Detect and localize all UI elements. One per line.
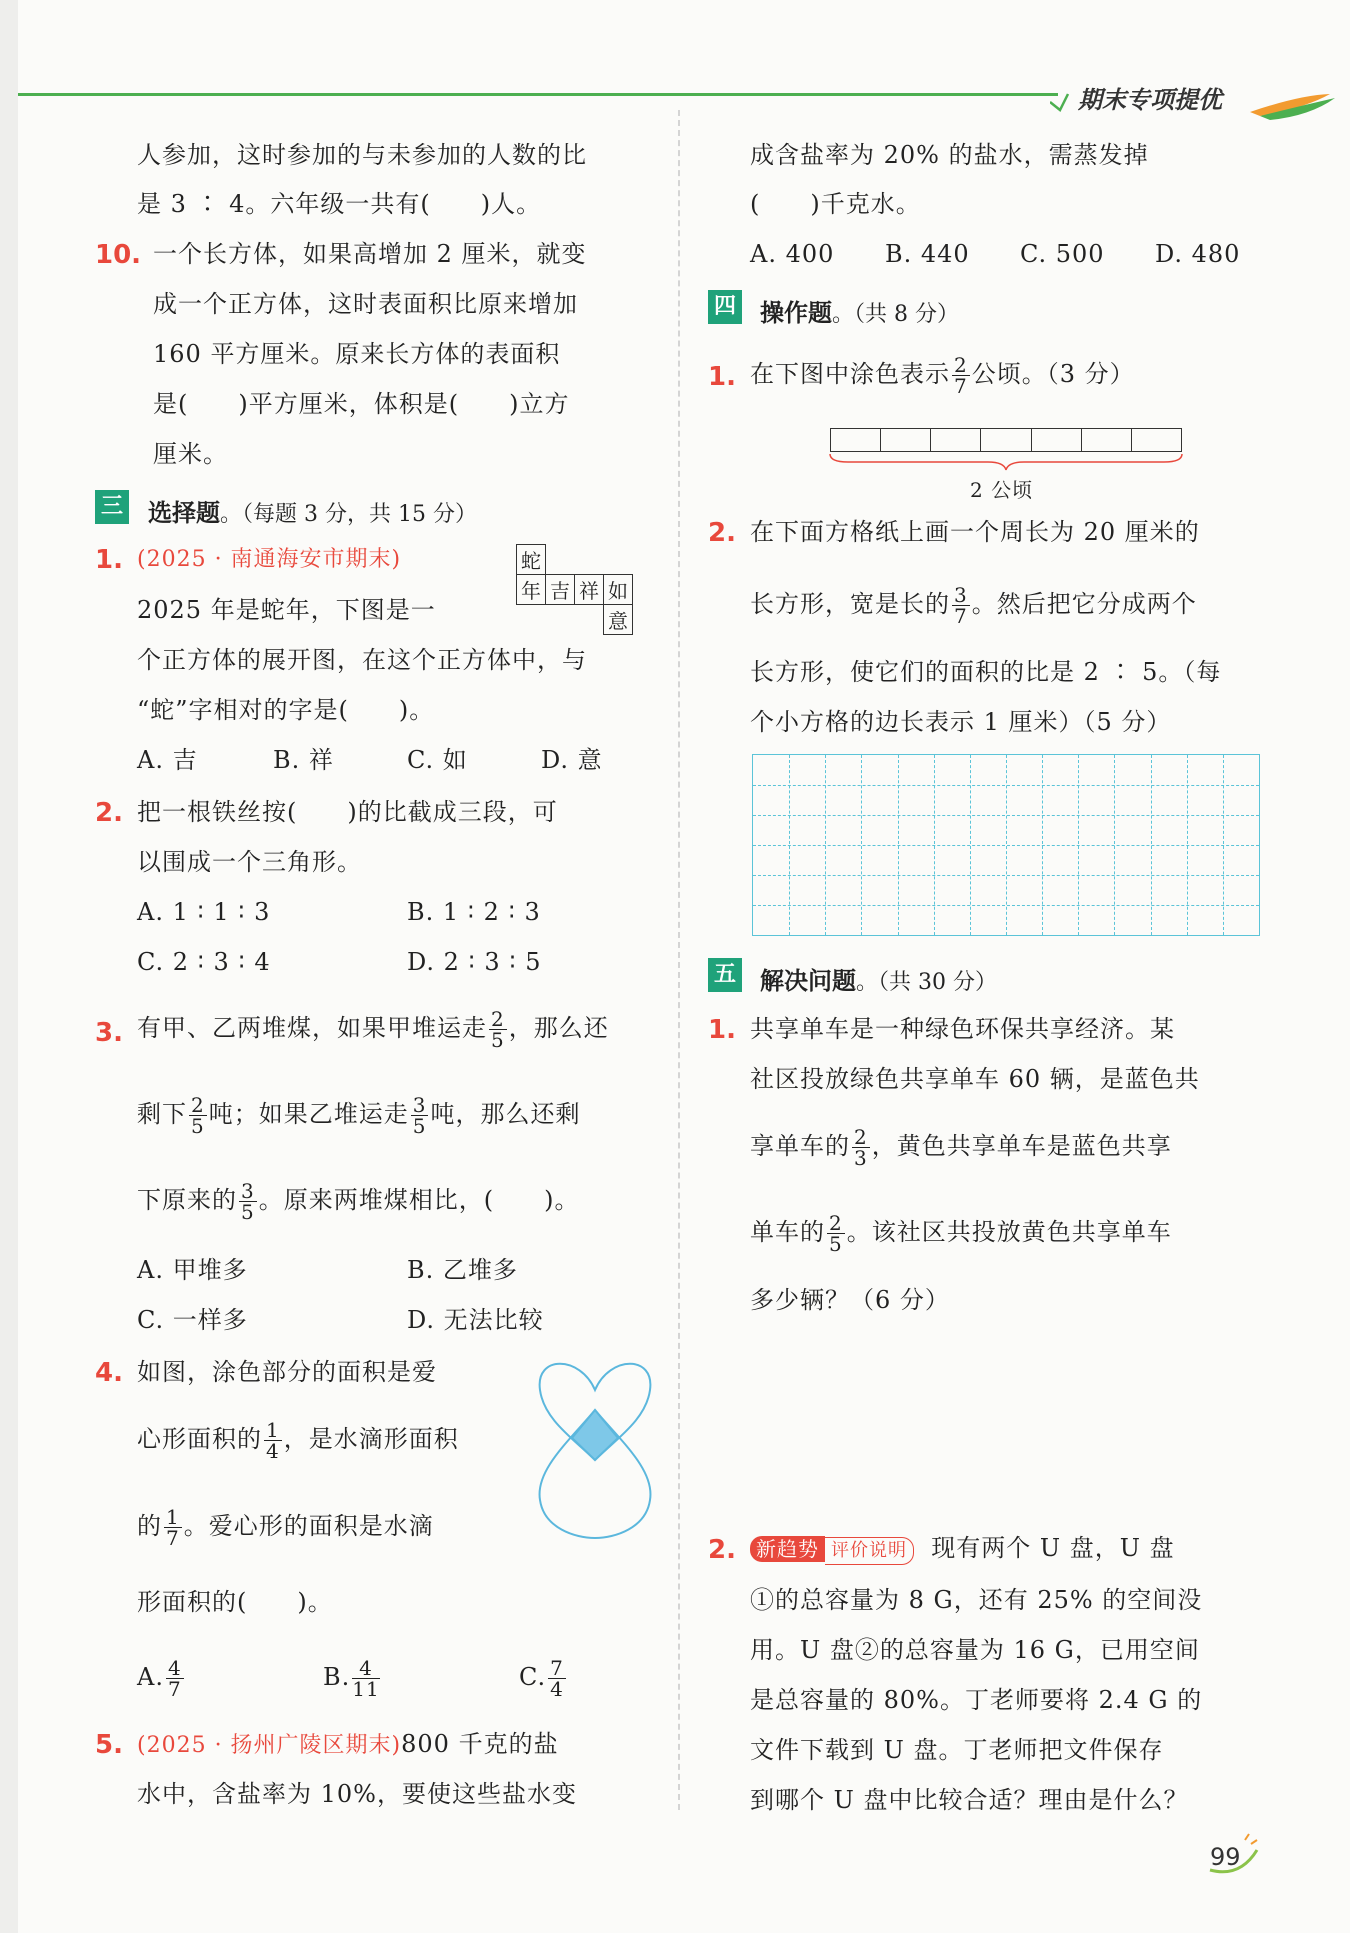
question-number: 2.: [708, 518, 736, 548]
option-c: C. 如: [407, 746, 468, 774]
option-d: D. 无法比较: [407, 1306, 544, 1334]
option-a: A. 400: [750, 240, 835, 268]
c3-line-2: [137, 1090, 580, 1138]
denominator: 5: [412, 1114, 427, 1138]
question-number: 3.: [95, 1018, 123, 1048]
s2-line-1: [750, 1536, 1175, 1565]
denominator: 7: [166, 1526, 180, 1550]
text: 公顷。（3 分）: [971, 360, 1135, 388]
bar-label: 2 公顷: [970, 478, 1034, 502]
section-badge: 四: [708, 290, 742, 324]
section-title: [760, 293, 959, 328]
c5-line-2: 水中，含盐率为 10%，要使这些盐水变: [137, 1780, 577, 1808]
option-d: D. 意: [541, 746, 603, 774]
c1-line-1: 2025 年是蛇年，下图是一: [137, 596, 436, 624]
option-c: C. 500: [1020, 240, 1105, 268]
s1-line-4: [750, 1208, 1172, 1256]
bar-cell[interactable]: [981, 429, 1031, 451]
numerator: 7: [550, 1656, 564, 1680]
option-a: A.: [137, 1663, 164, 1691]
header-title: 期末专项提优: [1078, 86, 1222, 114]
denominator: 5: [241, 1200, 255, 1224]
page-number: 99: [1210, 1843, 1241, 1871]
page-edge: [0, 0, 18, 1933]
text: ，那么还: [508, 1014, 609, 1042]
question-number: 1.: [708, 362, 736, 392]
heart-drop-figure: [530, 1350, 660, 1540]
fraction: [166, 1658, 184, 1699]
text: 800 千克的盐: [401, 1730, 559, 1758]
c4-line-2: [137, 1415, 459, 1463]
net-cell: 年: [517, 575, 546, 605]
text: 在下图中涂色表示: [750, 360, 950, 388]
c4-line-3: [137, 1502, 434, 1550]
grid-line: [753, 815, 1259, 816]
section-title: [760, 961, 997, 996]
bar-cell[interactable]: [1032, 429, 1082, 451]
c1-line-2: 个正方体的展开图，在这个正方体中，与: [137, 646, 587, 674]
denominator: 7: [954, 374, 968, 398]
denominator: 4: [266, 1439, 280, 1463]
trend-badge: 新趋势: [750, 1536, 825, 1562]
o1-line: [750, 350, 1135, 398]
brace-icon: [828, 452, 1184, 472]
question-source: (2025 · 南通海安市期末): [137, 547, 402, 572]
page-number-swoosh-icon: [1205, 1830, 1265, 1880]
net-cell: 吉: [546, 575, 575, 605]
numerator: 2: [829, 1211, 843, 1235]
fraction: [264, 1420, 282, 1461]
question-number: 1.: [95, 545, 123, 575]
fraction: [411, 1095, 429, 1136]
text: 。爱心形的面积是水滴: [183, 1512, 434, 1540]
denominator: 7: [167, 1677, 182, 1701]
option-d: D. 2 ∶ 3 ∶ 5: [407, 948, 542, 976]
s1-line-2: 社区投放绿色共享单车 60 辆，是蓝色共: [750, 1065, 1200, 1093]
evaluation-badge: 评价说明: [825, 1537, 914, 1565]
fraction: [548, 1658, 566, 1699]
text: 剩下: [137, 1100, 187, 1128]
text: 的: [137, 1512, 162, 1540]
fraction: [239, 1181, 257, 1222]
s2-line-6: 到哪个 U 盘中比较合适？理由是什么？: [750, 1786, 1189, 1814]
option-a: A. 吉: [137, 746, 198, 774]
denominator: 5: [829, 1232, 843, 1256]
s2-line-2: ①的总容量为 8 G，还有 25% 的空间没: [750, 1586, 1203, 1614]
c2-line-1: 把一根铁丝按( )的比截成三段，可: [137, 798, 558, 826]
section-title-text: 选择题: [148, 499, 220, 527]
bar-cell[interactable]: [1132, 429, 1181, 451]
option-a: A. 甲堆多: [137, 1256, 248, 1284]
bar-cell[interactable]: [831, 429, 881, 451]
question-source: (2025 · 扬州广陵区期末): [137, 1733, 402, 1758]
q10-line-2: 成一个正方体，这时表面积比原来增加: [153, 290, 578, 318]
o2-line-2: [750, 580, 1197, 628]
numerator: 3: [241, 1179, 255, 1203]
text: 下原来的: [137, 1186, 237, 1214]
fraction: [189, 1095, 207, 1136]
fraction: [352, 1658, 379, 1699]
section-title-text: 操作题: [760, 299, 832, 327]
question-number: 1.: [708, 1015, 736, 1045]
header-rule: [18, 93, 1058, 96]
question-number: 2.: [95, 798, 123, 828]
fraction: [952, 585, 970, 626]
c2-line-2: 以围成一个三角形。: [137, 848, 362, 876]
s2-line-5: 文件下载到 U 盘。丁老师把文件保存: [750, 1736, 1164, 1764]
fraction: [852, 1127, 870, 1168]
numerator: 4: [352, 1658, 379, 1679]
numerator: 1: [266, 1418, 280, 1442]
question-number: 4.: [95, 1358, 123, 1388]
text: 吨，那么还剩: [430, 1100, 581, 1128]
fraction: [827, 1213, 845, 1254]
s1-line-5: 多少辆？（6 分）: [750, 1286, 950, 1314]
fraction: [952, 355, 970, 396]
text: 。然后把它分成两个: [971, 590, 1197, 618]
q10-line-3: 160 平方厘米。原来长方体的表面积: [153, 340, 561, 368]
grid-line: [753, 905, 1259, 906]
text: ，黄色共享单车是蓝色共享: [871, 1132, 1172, 1160]
text: 。该社区共投放黄色共享单车: [846, 1218, 1172, 1246]
text: 现有两个 U 盘，U 盘: [931, 1534, 1175, 1562]
text: 。原来两堆煤相比，( )。: [258, 1186, 580, 1214]
bar-cell[interactable]: [931, 429, 981, 451]
section-note: 。（共 8 分）: [832, 302, 959, 327]
s1-line-3: [750, 1122, 1172, 1170]
o2-line-3: 长方形，使它们的面积的比是 2 ∶ 5。（每: [750, 658, 1222, 686]
text: ，是水滴形面积: [283, 1425, 459, 1453]
net-cell: 祥: [575, 575, 604, 605]
s2-line-3: 用。U 盘②的总容量为 16 G，已用空间: [750, 1636, 1200, 1664]
denominator: 3: [854, 1146, 868, 1170]
c5-line-1: [137, 1732, 559, 1758]
option-d: D. 480: [1155, 240, 1241, 268]
option-b: B. 1 ∶ 2 ∶ 3: [407, 898, 541, 926]
option-b: B. 祥: [273, 746, 334, 774]
c3-line-1: [137, 1004, 609, 1052]
left-continued-line-1: 人参加，这时参加的与未参加的人数的比: [137, 141, 587, 169]
c4-line-1: 如图，涂色部分的面积是爱: [137, 1358, 437, 1386]
s2-line-4: 是总容量的 80%。丁老师要将 2.4 G 的: [750, 1686, 1203, 1714]
text: 长方形，宽是长的: [750, 590, 950, 618]
net-cell: 蛇: [517, 545, 546, 575]
question-number: 5.: [95, 1730, 123, 1760]
section-title-text: 解决问题: [760, 967, 856, 995]
section-title: [148, 493, 477, 528]
denominator: 4: [550, 1677, 564, 1701]
net-cell: 意: [604, 605, 633, 635]
o2-line-4: 个小方格的边长表示 1 厘米）（5 分）: [750, 708, 1172, 736]
left-continued-line-2: 是 3 ∶ 4。六年级一共有( )人。: [137, 190, 542, 218]
o2-line-1: 在下面方格纸上画一个周长为 20 厘米的: [750, 518, 1200, 546]
numerator: 2: [954, 353, 968, 377]
grid-line: [753, 875, 1259, 876]
numerator: 2: [191, 1093, 205, 1117]
numerator: 2: [491, 1007, 505, 1031]
option-c: C. 2 ∶ 3 ∶ 4: [137, 948, 271, 976]
text: 享单车的: [750, 1132, 850, 1160]
option-a: A. 1 ∶ 1 ∶ 3: [137, 898, 271, 926]
net-cell: 如: [604, 575, 633, 605]
bar-cell[interactable]: [881, 429, 931, 451]
option-b: B. 440: [885, 240, 970, 268]
section-badge: 五: [708, 958, 742, 992]
area-bar[interactable]: [830, 428, 1182, 452]
c4-line-4: 形面积的( )。: [137, 1588, 333, 1616]
bar-cell[interactable]: [1082, 429, 1132, 451]
numerator: 1: [166, 1505, 180, 1529]
c3-line-3: [137, 1176, 579, 1224]
numerator: 4: [167, 1656, 182, 1680]
q10-line-1: 一个长方体，如果高增加 2 厘米，就变: [153, 240, 587, 268]
numerator: 3: [954, 583, 968, 607]
option-c: C. 一样多: [137, 1306, 248, 1334]
numerator: 3: [412, 1093, 427, 1117]
question-number: 10.: [95, 240, 142, 270]
cube-net-figure: [516, 544, 633, 635]
option-b: B. 乙堆多: [407, 1256, 518, 1284]
grid-line: [753, 845, 1259, 846]
section-note: 。（每题 3 分，共 15 分）: [220, 502, 477, 527]
denominator: 5: [191, 1114, 205, 1138]
grid-line: [753, 785, 1259, 786]
text: 有甲、乙两堆煤，如果甲堆运走: [137, 1014, 487, 1042]
text: 心形面积的: [137, 1425, 262, 1453]
option-b: B.: [322, 1663, 351, 1691]
c1-line-3: “蛇”字相对的字是( )。: [137, 696, 435, 724]
question-number: 2.: [708, 1535, 736, 1565]
right-continued-line-1: 成含盐率为 20% 的盐水，需蒸发掉: [750, 141, 1149, 169]
q10-line-4: 是( )平方厘米，体积是( )立方: [153, 390, 570, 418]
c4-options: [137, 1653, 568, 1701]
column-divider: [678, 110, 680, 1810]
s1-line-1: 共享单车是一种绿色环保共享经济。某: [750, 1015, 1175, 1043]
denominator: 5: [491, 1028, 505, 1052]
fraction: [164, 1507, 182, 1548]
numerator: 2: [854, 1125, 868, 1149]
right-continued-line-2: ( )千克水。: [750, 190, 921, 218]
denominator: 7: [954, 604, 968, 628]
section-note: 。（共 30 分）: [856, 970, 997, 995]
section-badge: 三: [95, 490, 129, 524]
q10-line-5: 厘米。: [153, 440, 228, 468]
grid-paper[interactable]: [752, 754, 1260, 936]
fraction: [489, 1009, 507, 1050]
text: 单车的: [750, 1218, 825, 1246]
denominator: 11: [352, 1677, 380, 1701]
text: 吨；如果乙堆运走: [208, 1100, 409, 1128]
option-c: C.: [518, 1663, 547, 1691]
